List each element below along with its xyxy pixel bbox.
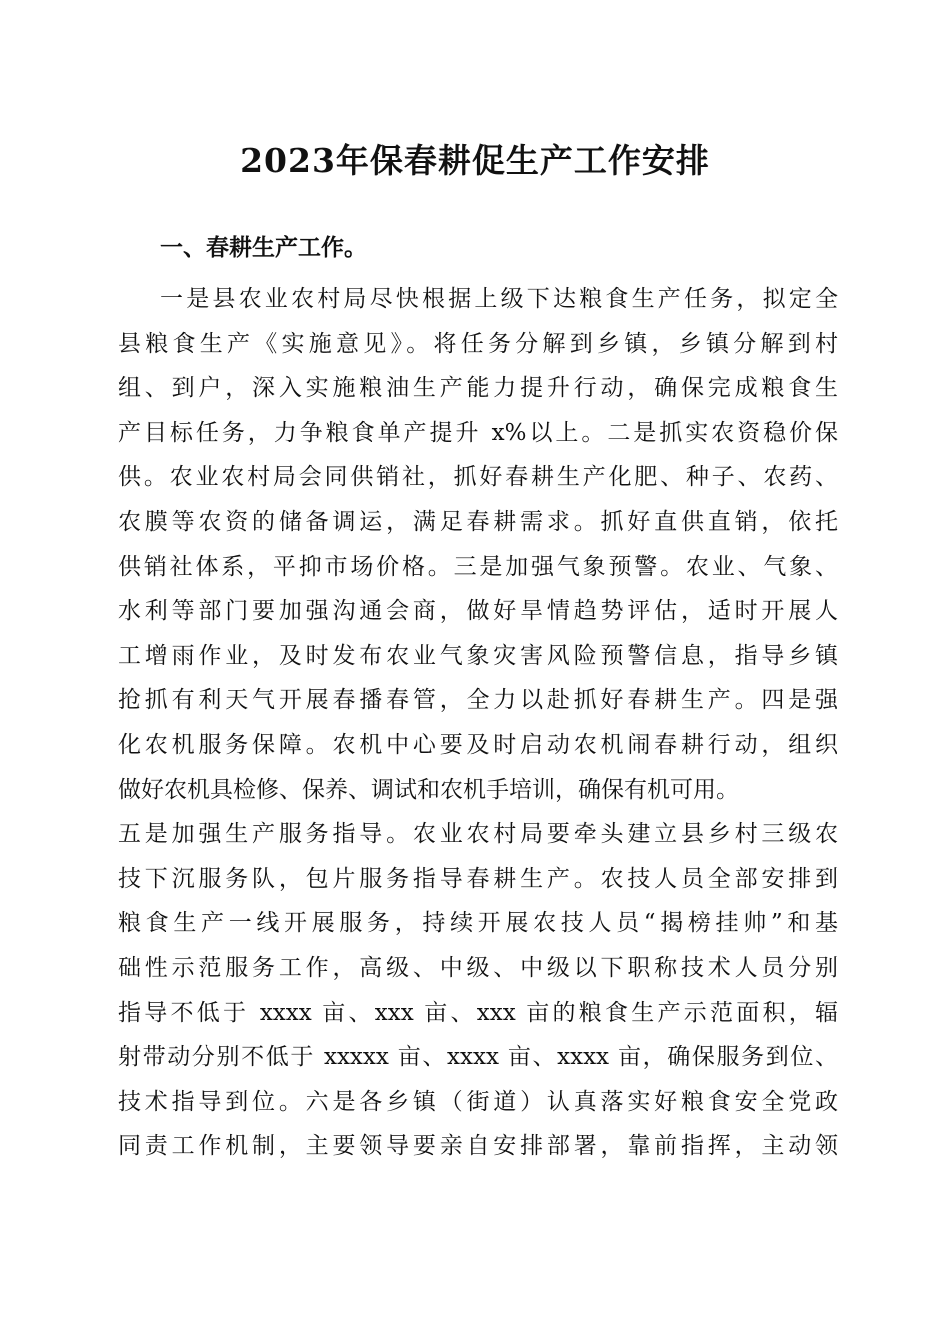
paragraph-line: 指导不低于 xxxx 亩、xxx 亩、xxx 亩的粮食生产示范面积，辐 bbox=[118, 999, 838, 1026]
paragraph-line: 一是县农业农村局尽快根据上级下达粮食生产任务，拟定全 bbox=[160, 286, 838, 312]
paragraph-line: 五是加强生产服务指导。农业农村局要牵头建立县乡村三级农 bbox=[118, 821, 838, 848]
paragraph-line: 供销社体系，平抑市场价格。三是加强气象预警。农业、气象、 bbox=[118, 553, 838, 580]
body-paragraph bbox=[118, 277, 838, 1169]
paragraph-line: 抢抓有利天气开展春播春管，全力以赴抓好春耕生产。四是强 bbox=[118, 687, 838, 714]
paragraph-line: 组、到户，深入实施粮油生产能力提升行动，确保完成粮食生 bbox=[118, 375, 838, 402]
paragraph-line: 技术指导到位。六是各乡镇（街道）认真落实好粮食安全党政 bbox=[118, 1088, 838, 1115]
paragraph-line: 农膜等农资的储备调运，满足春耕需求。抓好直供直销，依托 bbox=[118, 508, 838, 535]
paragraph-line: 粮食生产一线开展服务，持续开展农技人员“揭榜挂帅”和基 bbox=[118, 910, 838, 937]
paragraph-line: 工增雨作业，及时发布农业气象灾害风险预警信息，指导乡镇 bbox=[118, 642, 838, 669]
paragraph-line: 化农机服务保障。农机中心要及时启动农机闹春耕行动，组织 bbox=[118, 731, 838, 758]
paragraph-line: 础性示范服务工作，高级、中级、中级以下职称技术人员分别 bbox=[118, 954, 838, 981]
section-heading: 一、春耕生产工作。 bbox=[160, 235, 367, 261]
paragraph-line: 技下沉服务队，包片服务指导春耕生产。农技人员全部安排到 bbox=[118, 865, 838, 892]
paragraph-line: 水利等部门要加强沟通会商，做好旱情趋势评估，适时开展人 bbox=[118, 598, 838, 625]
paragraph-line: 同责工作机制，主要领导要亲自安排部署，靠前指挥，主动领 bbox=[118, 1133, 838, 1160]
paragraph-line: 县粮食生产《实施意见》。将任务分解到乡镇，乡镇分解到村 bbox=[118, 330, 838, 357]
paragraph-line: 射带动分别不低于 xxxxx 亩、xxxx 亩、xxxx 亩，确保服务到位、 bbox=[118, 1044, 838, 1071]
document-title: 2023年保春耕促生产工作安排 bbox=[240, 141, 710, 180]
paragraph-line: 做好农机具检修、保养、调试和农机手培训，确保有机可用。 bbox=[118, 776, 739, 803]
paragraph-line: 供。农业农村局会同供销社，抓好春耕生产化肥、种子、农药、 bbox=[118, 464, 838, 491]
paragraph-line: 产目标任务，力争粮食单产提升 x%以上。二是抓实农资稳价保 bbox=[118, 419, 838, 446]
